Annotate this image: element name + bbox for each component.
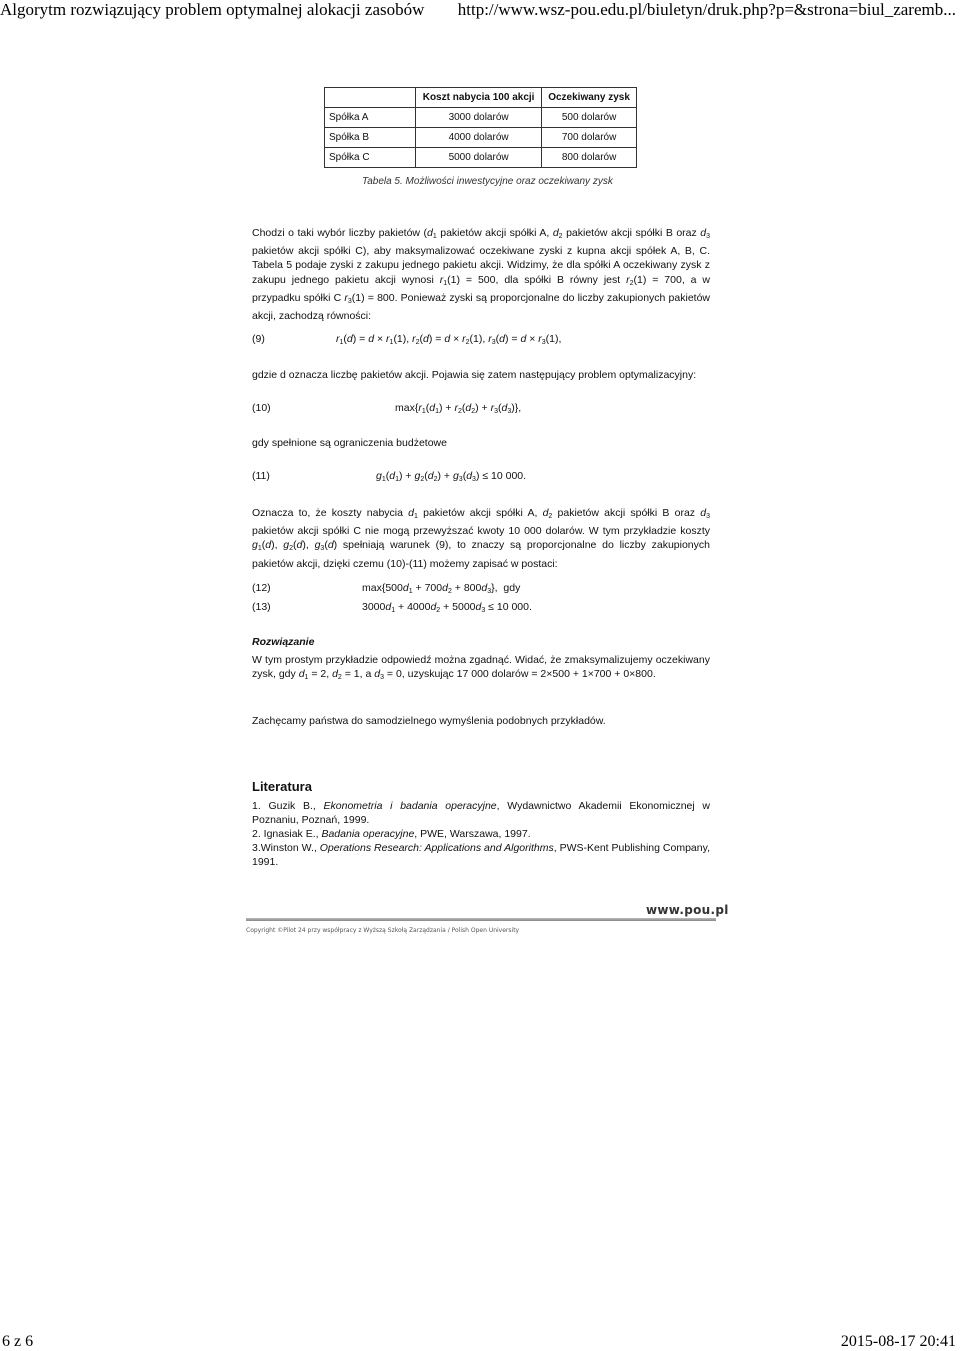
table-row: [325, 148, 637, 168]
equation-body: $r_1(d) = d \times r_1(1)$, $r_2(d) = d \times r_2(1)$, $r_3(d) = d \times r_3(1)$,: [336, 333, 562, 346]
copyright-text: Copyright ©Pilot 24 przy współpracy z Wyższą Szkołą Zarządzania / Polish Open University: [246, 927, 520, 934]
equation-10: [252, 402, 722, 418]
table-header-cell: [325, 88, 416, 108]
table-cell: Spółka B: [325, 128, 416, 148]
table-cell: 800 dolarów: [542, 148, 637, 168]
equation-13: [252, 601, 722, 617]
table-row: [325, 128, 637, 148]
equation-number: (12): [252, 582, 271, 594]
page-title: Algorytm rozwiązujący problem optymalnej alokacji zasobów: [0, 0, 425, 19]
table-caption: Tabela 5. Możliwości inwestycyjne oraz oczekiwany zysk: [362, 176, 613, 187]
equation-body: $3000d_1 + 4000d_2 + 5000d_3 \le 10$ 000.: [362, 601, 532, 614]
equation-number: (10): [252, 402, 271, 414]
table-cell: 5000 dolarów: [416, 148, 542, 168]
equation-number: (13): [252, 601, 271, 613]
literature-item-1: 1. Guzik B., Ekonometria i badania operacyjne, Wydawnictwo Akademii Ekonomicznej w Poznaniu, Poznań, 1999.: [252, 800, 710, 826]
closing-paragraph: Zachęcamy państwa do samodzielnego wymyślenia podobnych przykładów.: [252, 715, 606, 727]
equation-9: [252, 333, 722, 349]
equation-11: [252, 470, 722, 486]
logo-divider: [246, 918, 716, 921]
equation-body: $g_1(d_1) + g_2(d_2) + g_3(d_3) \le 10$ 000.: [376, 470, 527, 483]
table-cell: 500 dolarów: [542, 108, 637, 128]
print-datetime: 2015-08-17 20:41: [840, 1333, 956, 1350]
table-row: [325, 108, 637, 128]
table-header-row: [325, 88, 637, 108]
table-header-cell: Oczekiwany zysk: [542, 88, 637, 108]
page-url: http://www.wsz-pou.edu.pl/biuletyn/druk.php?p=&strona=biul_zaremb...: [457, 0, 956, 19]
page-number: 6 z 6: [2, 1333, 34, 1350]
equation-number: (11): [252, 470, 270, 482]
solution-paragraph: W tym prostym przykładzie odpowiedź można zgadnąć. Widać, że zmaksymalizujemy oczekiwany zysk, gdy $d_1 = 2$, $d_2 = 1$, a $d_3 = 0$, uzyskując 17 000 dolarów = 2×500 + 1×700 + 0×800.: [252, 654, 710, 682]
paragraph: gdy spełnione są ograniczenia budżetowe: [252, 437, 447, 449]
table-cell: 4000 dolarów: [416, 128, 542, 148]
intro-paragraph: Chodzi o taki wybór liczby pakietów ($d_1$ pakietów akcji spółki A, $d_2$ pakietów akcji spółki B oraz $d_3$ pakietów akcji spółki C), aby maksymalizować oczekiwane zyski z kupna akcji spółek A, B, C. Tabela 5 podaje zyski z zakupu jednego pakietu akcji. Widzimy, że dla spółki A oczekiwany zysk z zakupu jednego pakietu akcji wynosi $r_1(1) = 500$, dla spółki B równy jest $r_2(1) = 700$, a w przypadku spółki C $r_3(1) = 800$. Ponieważ zyski są proporcjonalne do liczby zakupionych pakietów akcji, zachodzą równości:: [252, 227, 711, 323]
browser-print-footer: [0, 1333, 960, 1351]
table-cell: Spółka A: [325, 108, 416, 128]
browser-print-header: [0, 0, 960, 22]
equation-12: [252, 582, 722, 598]
literature-item-3: 3.Winston W., Operations Research: Applications and Algorithms, PWS-Kent Publishing Company, 1991.: [252, 842, 710, 868]
table-cell: 3000 dolarów: [416, 108, 542, 128]
equation-body: $\max\{r_1(d_1) + r_2(d_2) + r_3(d_3)\}$,: [395, 402, 522, 415]
literature-item-2: 2. Ignasiak E., Badania operacyjne, PWE, Warszawa, 1997.: [252, 828, 531, 840]
literature-heading: Literatura: [252, 779, 312, 794]
table-cell: Spółka C: [325, 148, 416, 168]
paragraph: gdzie d oznacza liczbę pakietów akcji. Pojawia się zatem następujący problem optymalizacyjny:: [252, 369, 697, 381]
equation-number: (9): [252, 333, 265, 345]
investment-table: [324, 87, 637, 168]
pou-logo: www.pou.pl: [646, 903, 729, 917]
equation-body: $\max\{500d_1 + 700d_2 + 800d_3\}$, gdy: [362, 582, 521, 595]
table-header-cell: Koszt nabycia 100 akcji: [416, 88, 542, 108]
table-cell: 700 dolarów: [542, 128, 637, 148]
paragraph: Oznacza to, że koszty nabycia $d_1$ pakietów akcji spółki A, $d_2$ pakietów akcji spółki B oraz $d_3$ pakietów akcji spółki C nie mogą przewyższać kwoty 10 000 dolarów. W tym przykładzie koszty $g_1(d)$, $g_2(d)$, $g_3(d)$ spełniają warunek (9), to znaczy są proporcjonalne do liczby zakupionych pakietów akcji, dzięki czemu (10)-(11) możemy zapisać w postaci:: [252, 507, 711, 570]
solution-heading: Rozwiązanie: [252, 636, 315, 648]
